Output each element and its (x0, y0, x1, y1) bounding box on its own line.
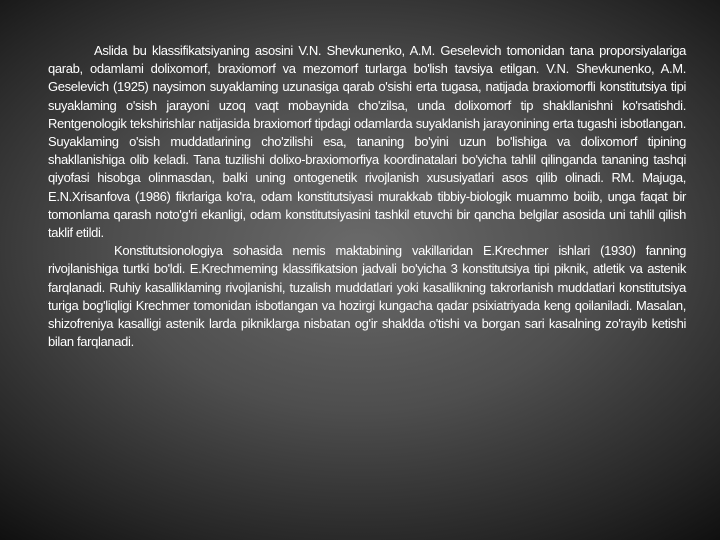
paragraph-2: Konstitutsionologiya sohasida nemis maktabining vakillaridan E.Krechmer ishlari (1930) fanning rivojlanishiga turtki bo'ldi. E.Krechmeming klassifikatsion jadvali bo'yicha 3 konstitutsiya tipi piknik, atletik va astenik farqlanadi. Ruhiy kasalliklaming rivojlanishi, tuzalish muddatlari yoki kasallikning takrorlanish muddatlari konstitutsiya turiga bog'liqligi Krechmer tomonidan isbotlangan va hozirgi kungacha qadar psixiatriyada keng qoilaniladi. Masalan, shizofreniya kasalligi astenik larda pikniklarga nisbatan og'ir shaklda o'tishi va borgan sari kasalning zo'rayib ketishi bilan farqlanadi. (48, 243, 686, 350)
slide-body-text (48, 42, 686, 351)
paragraph-1: Aslida bu klassifikatsiyaning asosini V.N. Shevkunenko, A.M. Geselevich tomonidan tana proporsiyalariga qarab, odamlami dolixomorf, braxiomorf va mezomorf turlarga bo'lish tavsiya etilgan. V.N. Shevkunenko, A.M. Geselevich (1925) naysimon suyaklaming uzunasiga qarab o'sishi erta tugasa, natijada braxiomorfli konstitutsiya tipi suyaklaming o'sish jarayoni uzoq vaqt mobaynida cho'zilsa, unda dolixomorf tip shakllanishni ko'rsatishdi. Rentgenologik tekshirishlar natijasida braxiomorf tipdagi odamlarda suyaklanish jarayonining erta tugashi isbotlangan. Suyaklaming o'sish muddatlarining cho'zilishi esa, tananing bo'yini uzun bo'lishiga va dolixomorf tipining shakllanishiga olib keladi. Tana tuzilishi dolixo-braxiomorfiya koordinatalari bo'yicha tahlil qilinganda tananing tashqi qiyofasi hisobga olinmasdan, balki uning ontogenetik rivojlanish xususiyatlari asos qilib olinadi. RM. Majuga, E.N.Xrisanfova (1986) fikrlariga ko'ra, odam konstitutsiyasi murakkab tibbiy-biologik muammo boiib, unga faqat bir tomonlama qarash noto'g'ri ekanligi, odam konstitutsiyasini tashkil etuvchi bir qancha belgilar asosida uni tahlil qilish taklif etildi. (48, 43, 686, 241)
